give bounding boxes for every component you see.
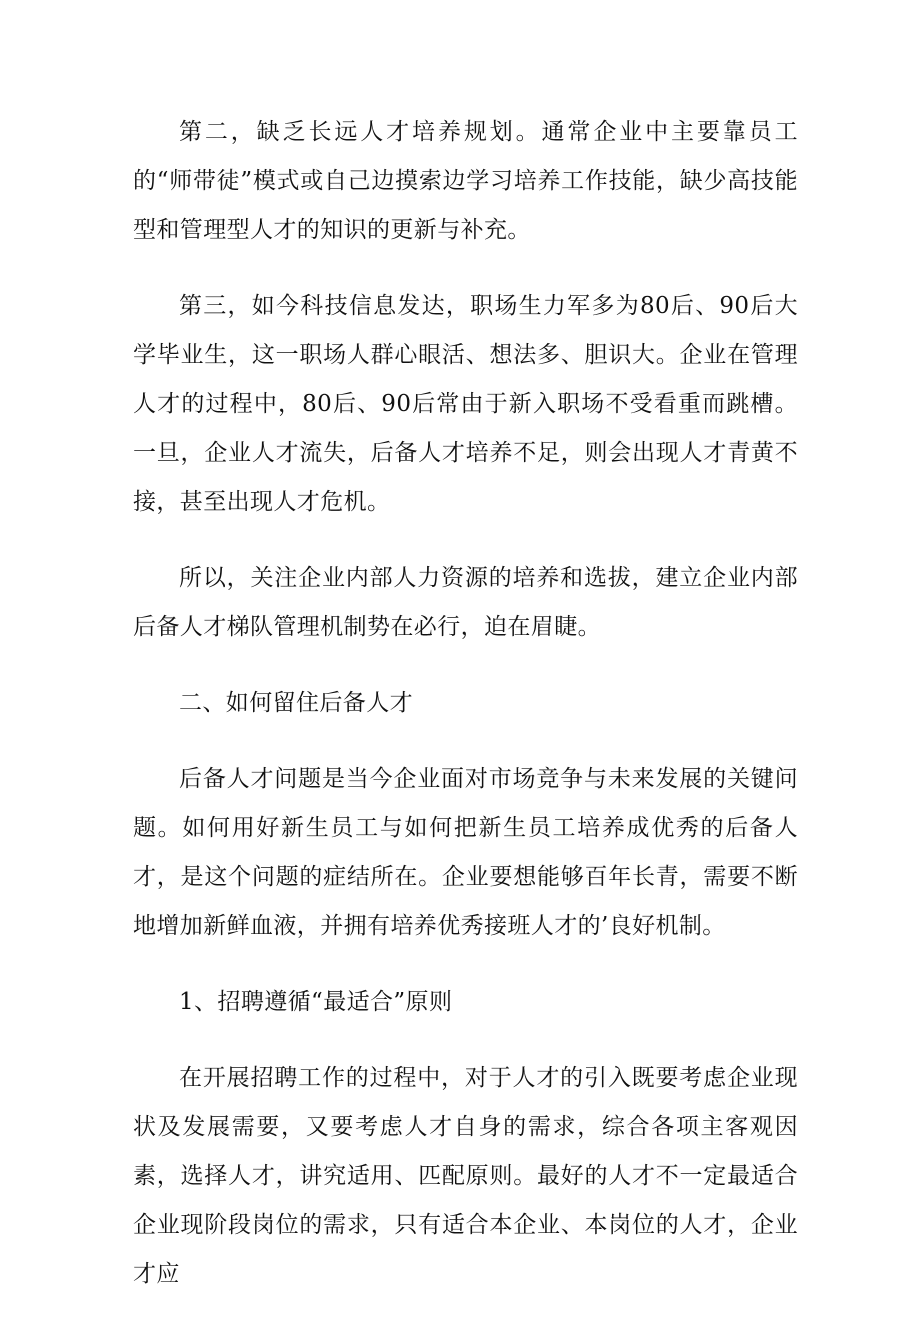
subheading-recruitment-principle: 1、招聘遵循“最适合”原则: [179, 989, 453, 1015]
paragraph-conclusion: 所以，关注企业内部人力资源的培养和选拔，建立企业内部后备人才梯队管理机制势在必行，迫在眉睫。: [133, 565, 798, 640]
paragraph-lack-planning: 第二，缺乏长远人才培养规划。通常企业中主要靠员工的“师带徒”模式或自己边摸索边学习培养工作技能，缺少高技能型和管理型人才的知识的更新与补充。: [133, 119, 798, 243]
section-heading-retain-talent: 二、如何留住后备人才: [179, 690, 413, 716]
paragraph-recruitment: 在开展招聘工作的过程中，对于人才的引入既要考虑企业现状及发展需要，又要考虑人才自身的需求，综合各项主客观因素，选择人才，讲究适用、匹配原则。最好的人才不一定最适合企业现阶段岗位的需求，只有适合本企业、本岗位的人才，企业才应: [133, 1065, 798, 1287]
paragraph-young-workforce: 第三，如今科技信息发达，职场生力军多为80后、90后大学毕业生，这一职场人群心眼活、想法多、胆识大。企业在管理人才的过程中，80后、90后常由于新入职场不受看重而跳槽。一旦，企业人才流失，后备人才培养不足，则会出现人才青黄不接，甚至出现人才危机。: [133, 293, 798, 515]
document-body: [133, 108, 798, 1326]
paragraph-talent-problem: 后备人才问题是当今企业面对市场竞争与未来发展的关键问题。如何用好新生员工与如何把新生员工培养成优秀的后备人才，是这个问题的症结所在。企业要想能够百年长青，需要不断地增加新鲜血液，并拥有培养优秀接班人才的’良好机制。: [133, 766, 798, 939]
